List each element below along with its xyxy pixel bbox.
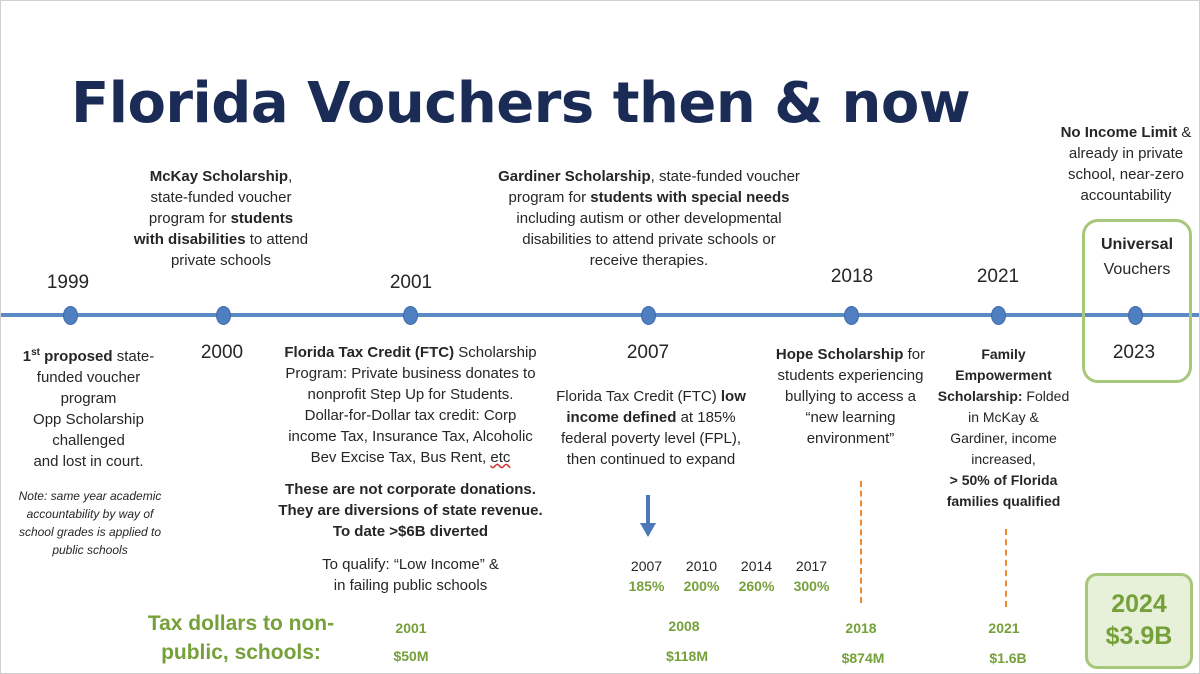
timeline-line: [1, 313, 1199, 317]
fpl-percent: 300%: [793, 578, 830, 594]
ftc-qualify-text: To qualify: “Low Income” & in failing public schools: [322, 556, 499, 594]
fpl-year: 2010: [685, 558, 718, 574]
gardiner-scholarship-text: Gardiner Scholarship, state-funded voucher program for students with special needs including autism or other developmental disabilities to attend private schools or receive therapies.: [498, 168, 800, 269]
year-2007: 2007: [626, 342, 670, 363]
fpl-year: 2017: [795, 558, 828, 574]
ftc-program-text: Florida Tax Credit (FTC) Scholarship Program: Private business donates to nonprofit Step Up for Students. Dollar-for-Dollar tax credit: Corp income Tax, Insurance Tax, Alcoholic Bev Excise Tax, Bus Rent, etc: [284, 344, 537, 466]
dashed-connector-2021: [1005, 529, 1007, 607]
tax-dollars-label: Tax dollars to non- public, schools:: [147, 612, 335, 664]
timeline-dot-2018: [844, 306, 859, 325]
first-proposed-text: 1st proposed state- funded voucher program Opp Scholarship challenged and lost in court.: [22, 347, 155, 470]
tax-year-2018: 2018: [845, 620, 877, 636]
no-income-limit-text: No Income Limit & already in private school, near-zero accountability: [1060, 124, 1192, 204]
dashed-connector-2018: [860, 481, 862, 603]
year-2021: 2021: [976, 266, 1020, 287]
fpl-percent: 200%: [683, 578, 720, 594]
down-arrow-icon: [637, 495, 659, 539]
year-2023: 2023: [1112, 342, 1156, 363]
fpl-year: 2014: [740, 558, 773, 574]
year-2018: 2018: [830, 266, 874, 287]
timeline-dot-2001: [403, 306, 418, 325]
ftc-diversion-text: These are not corporate donations. They are diversions of state revenue. To date >$6B diverted: [278, 481, 543, 540]
hope-scholarship-text: Hope Scholarship for students experiencing bullying to access a “new learning environment”: [775, 346, 926, 447]
mckay-scholarship-text: McKay Scholarship, state-funded voucher program for students with disabilities to attend private schools: [133, 168, 309, 269]
fpl-year: 2007: [630, 558, 663, 574]
ftc-2007-text: Florida Tax Credit (FTC) low income defined at 185% federal poverty level (FPL), then continued to expand: [556, 388, 746, 468]
tax-amount-2018: $874M: [841, 650, 885, 666]
year-2000: 2000: [200, 342, 244, 363]
universal-vouchers-label: Universal Vouchers: [1100, 236, 1174, 278]
tax-year-2021: 2021: [988, 620, 1020, 636]
tax-amount-2001: $50M: [393, 648, 429, 664]
note-1999: Note: same year academic accountability by way of school grades is applied to public schools: [18, 489, 162, 557]
timeline-dot-1999: [63, 306, 78, 325]
tax-amount-2021: $1.6B: [989, 650, 1027, 666]
family-empowerment-text: Family Empowerment Scholarship: Folded in McKay & Gardiner, income increased, > 50% of Florida families qualified: [937, 346, 1070, 509]
year-1999: 1999: [46, 272, 90, 293]
timeline-dot-2021: [991, 306, 1006, 325]
tax-year-2008: 2008: [668, 618, 700, 634]
tax-year-2001: 2001: [395, 620, 427, 636]
fpl-percent: 185%: [628, 578, 665, 594]
year-2001: 2001: [389, 272, 433, 293]
timeline-dot-2007: [641, 306, 656, 325]
page-title: Florida Vouchers then & now: [71, 71, 971, 136]
highlight-amount: $3.9B: [1105, 622, 1173, 650]
fpl-percent: 260%: [738, 578, 775, 594]
timeline-dot-2000: [216, 306, 231, 325]
highlight-year: 2024: [1111, 590, 1167, 618]
tax-amount-2008: $118M: [665, 648, 709, 664]
fpl-table: [619, 557, 849, 597]
highlight-2024-box: [1085, 573, 1193, 669]
